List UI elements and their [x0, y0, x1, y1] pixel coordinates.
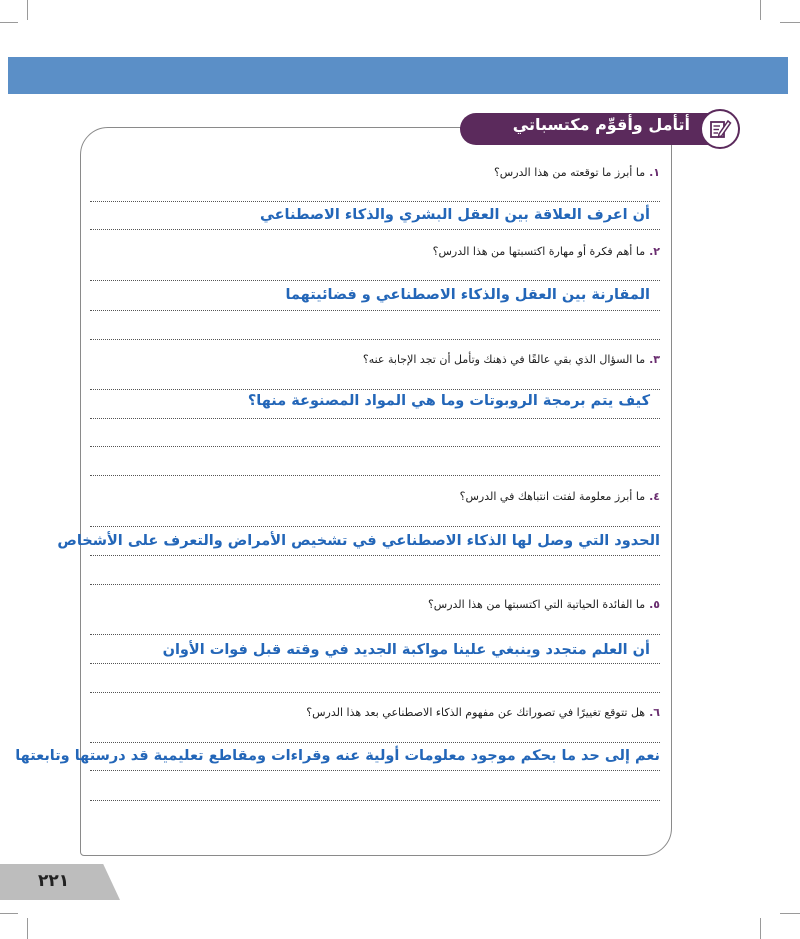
- answer-3: كيف يتم برمجة الروبوتات وما هي المواد المصنوعة منها؟: [247, 393, 650, 409]
- answer-line: [90, 339, 660, 340]
- answer-line: [90, 475, 660, 476]
- question-text: ما أبرز ما توقعته من هذا الدرس؟: [493, 166, 646, 179]
- question-5: [428, 598, 660, 611]
- question-2: [433, 245, 660, 258]
- question-text: ما أهم فكرة أو مهارة اكتسبتها من هذا الدرس؟: [432, 245, 646, 258]
- question-number: ٦.: [649, 706, 660, 719]
- answer-line: [90, 229, 660, 230]
- answer-line: [90, 555, 660, 556]
- answer-line: [90, 800, 660, 801]
- question-1: [494, 166, 660, 179]
- question-number: ١.: [649, 166, 660, 179]
- section-title: أتأمل وأقوِّم مكتسباتي: [512, 115, 690, 134]
- crop-mark: [760, 0, 761, 20]
- answer-line: [90, 389, 660, 390]
- answer-line: [90, 663, 660, 664]
- answer-line: [90, 446, 660, 447]
- question-4: [460, 490, 660, 503]
- answer-line: [90, 201, 660, 202]
- answer-2: المقارنة بين العقل والذكاء الاصطناعي و فضائيتهما: [285, 287, 650, 303]
- answer-1: أن اعرف العلاقة بين العقل البشري والذكاء الاصطناعي: [259, 207, 650, 223]
- question-number: ٥.: [649, 598, 660, 611]
- answer-line: [90, 280, 660, 281]
- answer-line: [90, 310, 660, 311]
- pencil-note-icon: [700, 109, 740, 149]
- answer-6: نعم إلى حد ما بحكم موجود معلومات أولية عنه وقراءات ومقاطع تعليمية قد درستها وتابعتها: [15, 748, 660, 764]
- crop-mark: [780, 913, 800, 914]
- section-title-pill: [460, 113, 738, 145]
- header-banner: [8, 57, 788, 94]
- answer-5: أن العلم متجدد وينبغي علينا مواكبة الجديد في وقته قبل فوات الأوان: [162, 642, 650, 658]
- answer-line: [90, 692, 660, 693]
- question-text: ما أبرز معلومة لفتت انتباهك في الدرس؟: [459, 490, 646, 503]
- page-number: ٢٢١: [38, 871, 70, 891]
- crop-mark: [0, 22, 18, 23]
- crop-mark: [0, 913, 18, 914]
- crop-mark: [27, 0, 28, 20]
- crop-mark: [27, 918, 28, 939]
- answer-line: [90, 418, 660, 419]
- answer-line: [90, 634, 660, 635]
- question-number: ٢.: [649, 245, 660, 258]
- answer-line: [90, 770, 660, 771]
- question-text: هل تتوقع تغييرًا في تصوراتك عن مفهوم الذكاء الاصطناعي بعد هذا الدرس؟: [306, 706, 646, 719]
- question-number: ٤.: [649, 490, 660, 503]
- question-6: [306, 706, 660, 719]
- crop-mark: [760, 918, 761, 939]
- answer-line: [90, 584, 660, 585]
- question-text: ما السؤال الذي بقي عالقًا في ذهنك وتأمل أن تجد الإجابة عنه؟: [362, 353, 646, 366]
- answer-line: [90, 526, 660, 527]
- question-number: ٣.: [649, 353, 660, 366]
- answer-line: [90, 742, 660, 743]
- crop-mark: [780, 22, 800, 23]
- answer-4: الحدود التي وصل لها الذكاء الاصطناعي في تشخيص الأمراض والتعرف على الأشخاص: [57, 533, 660, 549]
- question-3: [363, 353, 660, 366]
- question-text: ما الفائدة الحياتية التي اكتسبتها من هذا الدرس؟: [427, 598, 646, 611]
